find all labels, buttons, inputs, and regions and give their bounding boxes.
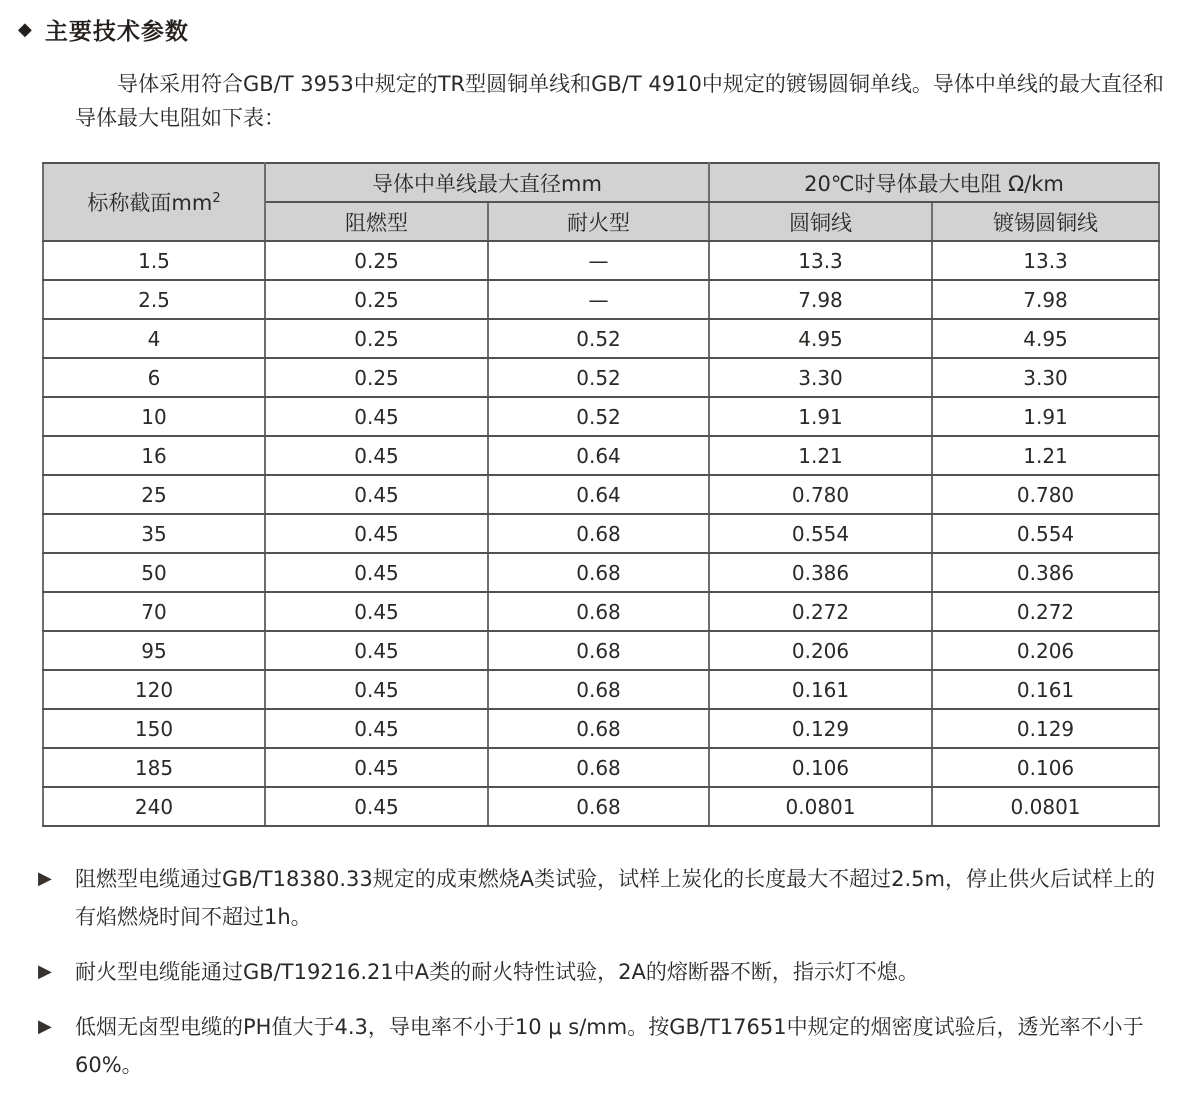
cell-nominal-section: 16 [43, 436, 265, 475]
col-group-max-resistance: 20℃时导体最大电阻 Ω/km [709, 163, 1159, 202]
table-row [43, 514, 1159, 553]
note-text: 低烟无卤型电缆的PH值大于4.3，导电率不小于10 μ s/mm。按GB/T17651中规定的烟密度试验后，透光率不小于60%。 [75, 1015, 1144, 1077]
cell-fire-resistant-diameter: 0.68 [488, 709, 709, 748]
cell-flame-retardant-diameter: 0.45 [265, 514, 488, 553]
intro-paragraph: 导体采用符合GB/T 3953中规定的TR型圆铜单线和GB/T 4910中规定的镀锡圆铜单线。导体中单线的最大直径和导体最大电阻如下表： [75, 72, 1164, 130]
cell-round-copper-resistance: 0.161 [709, 670, 932, 709]
cell-fire-resistant-diameter: 0.64 [488, 436, 709, 475]
table-header [43, 163, 1159, 241]
parameters-table [42, 162, 1160, 827]
cell-nominal-section: 4 [43, 319, 265, 358]
col-header-fire-resistant: 耐火型 [488, 202, 709, 241]
cell-round-copper-resistance: 0.554 [709, 514, 932, 553]
cell-round-copper-resistance: 0.106 [709, 748, 932, 787]
cell-round-copper-resistance: 1.91 [709, 397, 932, 436]
col-header-flame-retardant: 阻燃型 [265, 202, 488, 241]
cell-flame-retardant-diameter: 0.25 [265, 280, 488, 319]
note-flame-retardant [38, 860, 1164, 936]
cell-nominal-section: 25 [43, 475, 265, 514]
table-row [43, 709, 1159, 748]
triangle-bullet-icon: ▶ [38, 1016, 52, 1037]
cell-nominal-section: 70 [43, 592, 265, 631]
cell-tinned-copper-resistance: 0.106 [932, 748, 1159, 787]
cell-round-copper-resistance: 0.272 [709, 592, 932, 631]
cell-fire-resistant-diameter: 0.68 [488, 553, 709, 592]
note-fire-resistant [38, 953, 1164, 991]
cell-tinned-copper-resistance: 0.206 [932, 631, 1159, 670]
cell-round-copper-resistance: 0.129 [709, 709, 932, 748]
cell-nominal-section: 2.5 [43, 280, 265, 319]
cell-round-copper-resistance: 13.3 [709, 241, 932, 280]
table-row [43, 748, 1159, 787]
cell-round-copper-resistance: 0.0801 [709, 787, 932, 826]
cell-tinned-copper-resistance: 0.161 [932, 670, 1159, 709]
cell-flame-retardant-diameter: 0.45 [265, 436, 488, 475]
cell-tinned-copper-resistance: 1.91 [932, 397, 1159, 436]
cell-tinned-copper-resistance: 13.3 [932, 241, 1159, 280]
cell-flame-retardant-diameter: 0.45 [265, 709, 488, 748]
cell-nominal-section: 50 [43, 553, 265, 592]
cell-flame-retardant-diameter: 0.45 [265, 748, 488, 787]
cell-flame-retardant-diameter: 0.25 [265, 319, 488, 358]
cell-tinned-copper-resistance: 0.0801 [932, 787, 1159, 826]
cell-fire-resistant-diameter: 0.68 [488, 514, 709, 553]
table-row [43, 397, 1159, 436]
nominal-section-label: 标称截面mm [87, 191, 213, 215]
cell-round-copper-resistance: 4.95 [709, 319, 932, 358]
table-row [43, 631, 1159, 670]
table-body [43, 241, 1159, 826]
cell-flame-retardant-diameter: 0.45 [265, 475, 488, 514]
cell-fire-resistant-diameter: 0.68 [488, 787, 709, 826]
cell-nominal-section: 10 [43, 397, 265, 436]
table-header-row-groups [43, 163, 1159, 202]
cell-nominal-section: 185 [43, 748, 265, 787]
cell-nominal-section: 240 [43, 787, 265, 826]
cell-fire-resistant-diameter: 0.68 [488, 748, 709, 787]
cell-fire-resistant-diameter: 0.52 [488, 397, 709, 436]
cell-nominal-section: 35 [43, 514, 265, 553]
table-row [43, 241, 1159, 280]
col-header-nominal-section [43, 163, 265, 241]
cell-tinned-copper-resistance: 0.386 [932, 553, 1159, 592]
table-row [43, 358, 1159, 397]
cell-nominal-section: 150 [43, 709, 265, 748]
cell-round-copper-resistance: 0.206 [709, 631, 932, 670]
cell-tinned-copper-resistance: 0.272 [932, 592, 1159, 631]
notes-section [38, 860, 1164, 1084]
note-low-smoke-halogen-free [38, 1008, 1164, 1084]
section-title [18, 13, 1200, 46]
col-header-round-copper: 圆铜线 [709, 202, 932, 241]
cell-fire-resistant-diameter: 0.52 [488, 319, 709, 358]
table-row [43, 592, 1159, 631]
section-title-text: 主要技术参数 [44, 19, 189, 45]
cell-nominal-section: 6 [43, 358, 265, 397]
triangle-bullet-icon: ▶ [38, 961, 52, 982]
table-row [43, 670, 1159, 709]
cell-flame-retardant-diameter: 0.45 [265, 553, 488, 592]
triangle-bullet-icon: ▶ [38, 868, 52, 889]
cell-flame-retardant-diameter: 0.45 [265, 631, 488, 670]
note-text: 阻燃型电缆通过GB/T18380.33规定的成束燃烧A类试验，试样上炭化的长度最大不超过2.5m，停止供火后试样上的有焰燃烧时间不超过1h。 [75, 867, 1155, 929]
table-row [43, 787, 1159, 826]
cell-tinned-copper-resistance: 3.30 [932, 358, 1159, 397]
table-row [43, 280, 1159, 319]
cell-round-copper-resistance: 0.386 [709, 553, 932, 592]
cell-nominal-section: 1.5 [43, 241, 265, 280]
cell-flame-retardant-diameter: 0.45 [265, 592, 488, 631]
cell-tinned-copper-resistance: 0.780 [932, 475, 1159, 514]
cell-fire-resistant-diameter: 0.68 [488, 592, 709, 631]
note-text: 耐火型电缆能通过GB/T19216.21中A类的耐火特性试验，2A的熔断器不断，指示灯不熄。 [75, 960, 919, 984]
cell-fire-resistant-diameter: — [488, 241, 709, 280]
cell-tinned-copper-resistance: 1.21 [932, 436, 1159, 475]
cell-fire-resistant-diameter: — [488, 280, 709, 319]
cell-flame-retardant-diameter: 0.45 [265, 787, 488, 826]
cell-nominal-section: 120 [43, 670, 265, 709]
cell-tinned-copper-resistance: 4.95 [932, 319, 1159, 358]
cell-fire-resistant-diameter: 0.68 [488, 631, 709, 670]
cell-tinned-copper-resistance: 0.129 [932, 709, 1159, 748]
col-header-tinned-round-copper: 镀锡圆铜线 [932, 202, 1159, 241]
table-row [43, 319, 1159, 358]
nominal-section-superscript: 2 [212, 191, 221, 206]
cell-nominal-section: 95 [43, 631, 265, 670]
col-group-max-diameter: 导体中单线最大直径mm [265, 163, 709, 202]
cell-fire-resistant-diameter: 0.64 [488, 475, 709, 514]
document-page [0, 13, 1200, 1094]
cell-flame-retardant-diameter: 0.45 [265, 397, 488, 436]
cell-tinned-copper-resistance: 7.98 [932, 280, 1159, 319]
cell-tinned-copper-resistance: 0.554 [932, 514, 1159, 553]
diamond-icon: ◆ [18, 19, 33, 40]
cell-flame-retardant-diameter: 0.45 [265, 670, 488, 709]
cell-flame-retardant-diameter: 0.25 [265, 241, 488, 280]
cell-flame-retardant-diameter: 0.25 [265, 358, 488, 397]
cell-round-copper-resistance: 7.98 [709, 280, 932, 319]
table-row [43, 436, 1159, 475]
cell-fire-resistant-diameter: 0.68 [488, 670, 709, 709]
table-row [43, 475, 1159, 514]
cell-fire-resistant-diameter: 0.52 [488, 358, 709, 397]
table-row [43, 553, 1159, 592]
cell-round-copper-resistance: 0.780 [709, 475, 932, 514]
cell-round-copper-resistance: 1.21 [709, 436, 932, 475]
cell-round-copper-resistance: 3.30 [709, 358, 932, 397]
